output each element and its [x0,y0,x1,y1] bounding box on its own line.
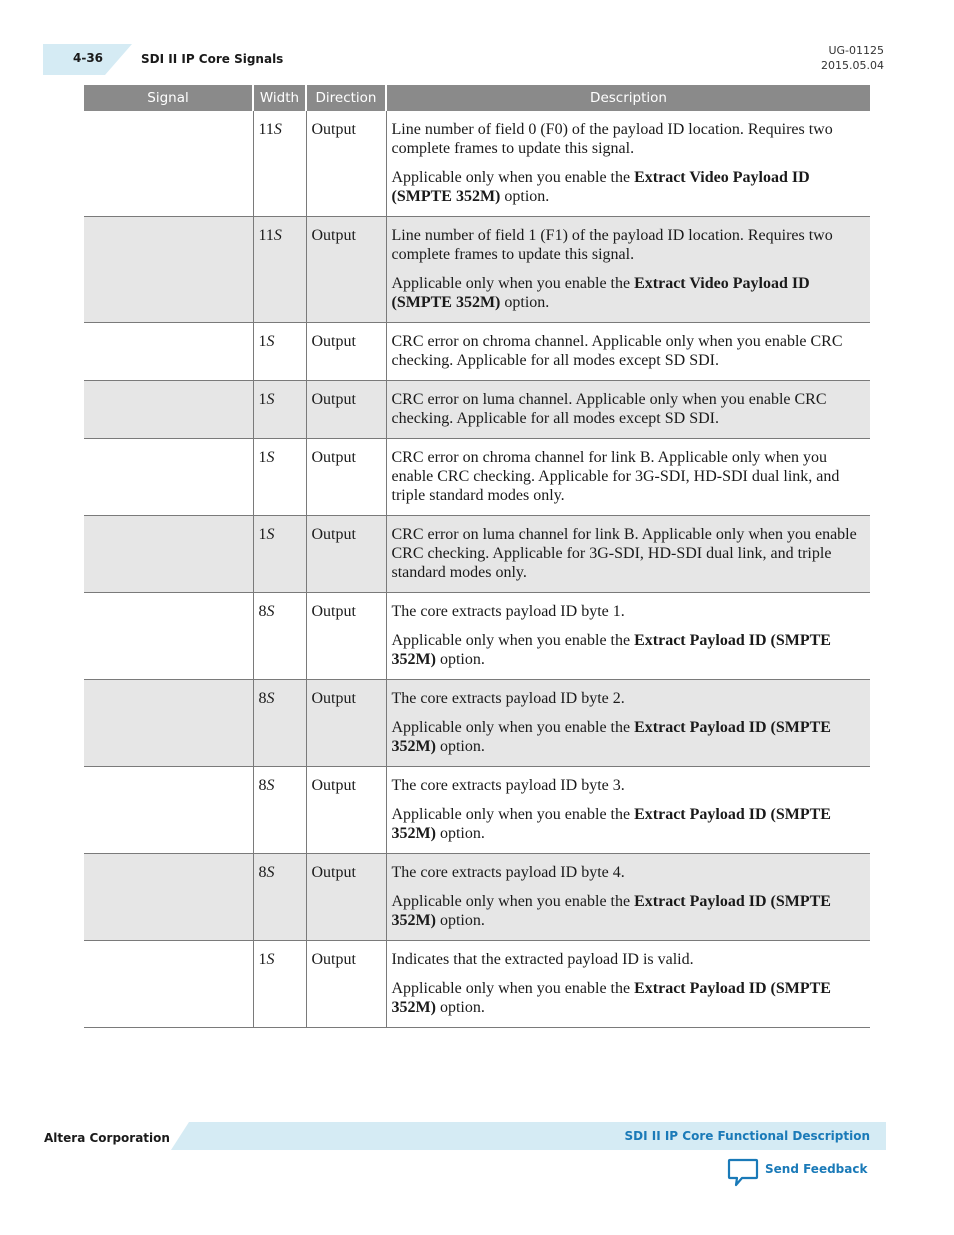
description-text: Line number of field 1 (F1) of the payload ID location. Requires two complete frames to update this signal. [391,227,833,263]
table-row [84,593,870,680]
send-feedback-button[interactable] [727,1158,867,1188]
width-cell [253,323,306,381]
speech-bubble-icon [727,1158,759,1188]
width-value: 11 [258,121,274,138]
width-cell [253,680,306,767]
table-row [84,680,870,767]
note-suffix: option. [500,294,550,311]
width-cell [253,767,306,854]
note-suffix: option. [435,651,485,668]
footer-band-corner [171,1122,189,1150]
width-cell [253,381,306,439]
width-value: 8 [258,603,267,620]
note-suffix: option. [500,188,550,205]
description-text: Line number of field 0 (F0) of the payload ID location. Requires two complete frames to update this signal. [391,121,833,157]
direction-cell: Output [306,593,386,680]
note-prefix: Applicable only when you enable the [391,980,635,997]
description-text: The core extracts payload ID byte 2. [391,690,625,707]
table-row [84,516,870,593]
signal-cell [84,854,253,941]
description-text: CRC error on chroma channel. Applicable only when you enable CRC checking. Applicable for all modes except SD SDI. [391,333,843,369]
description-cell [386,439,870,516]
note-prefix: Applicable only when you enable the [391,632,635,649]
option-name: Extract Payload ID (SMPTE 352M) [391,980,831,1016]
description-note [392,718,866,756]
description-text: CRC error on luma channel for link B. Applicable only when you enable CRC checking. Applicable for 3G-SDI, HD-SDI dual link, and triple standard modes only. [391,526,857,581]
direction-cell: Output [306,680,386,767]
signals-table [84,85,870,1028]
table-row [84,111,870,217]
signal-cell [84,593,253,680]
description-cell [386,217,870,323]
width-cell [253,439,306,516]
width-cell [253,217,306,323]
width-value: 1 [258,951,267,968]
table-row [84,767,870,854]
width-unit: S [266,951,275,968]
width-value: 11 [258,227,274,244]
direction-cell: Output [306,767,386,854]
option-name: Extract Video Payload ID (SMPTE 352M) [391,169,810,205]
description-text: CRC error on chroma channel for link B. Applicable only when you enable CRC checking. Applicable for 3G-SDI, HD-SDI dual link, and triple standard modes only. [391,449,840,504]
send-feedback-label: Send Feedback [765,1162,868,1176]
width-value: 1 [258,526,267,543]
width-unit: S [266,777,275,794]
width-value: 1 [258,333,267,350]
direction-cell: Output [306,439,386,516]
note-prefix: Applicable only when you enable the [391,275,635,292]
note-prefix: Applicable only when you enable the [391,806,635,823]
width-unit: S [266,690,275,707]
section-title: SDI II IP Core Signals [141,52,284,66]
description-cell [386,941,870,1028]
description-text: CRC error on luma channel. Applicable only when you enable CRC checking. Applicable for all modes except SD SDI. [391,391,827,427]
direction-cell: Output [306,941,386,1028]
description-cell [386,593,870,680]
width-value: 8 [258,777,267,794]
width-unit: S [266,864,275,881]
document-date: 2015.05.04 [821,59,884,72]
description-cell [386,516,870,593]
chapter-link[interactable]: SDI II IP Core Functional Description [624,1129,870,1143]
description-cell [386,680,870,767]
note-prefix: Applicable only when you enable the [391,169,635,186]
width-unit: S [273,121,282,138]
description-note [392,979,866,1017]
width-unit: S [266,526,275,543]
width-value: 8 [258,690,267,707]
direction-cell: Output [306,381,386,439]
option-name: Extract Payload ID (SMPTE 352M) [391,632,831,668]
table-body [84,111,870,1028]
width-value: 1 [258,449,267,466]
description-text: The core extracts payload ID byte 1. [391,603,625,620]
description-text: The core extracts payload ID byte 3. [391,777,625,794]
document-info [821,43,884,73]
note-suffix: option. [435,738,485,755]
description-note [392,892,866,930]
direction-cell: Output [306,217,386,323]
width-unit: S [266,603,275,620]
description-cell [386,854,870,941]
column-header-description: Description [386,85,870,111]
description-note [392,631,866,669]
note-suffix: option. [435,999,485,1016]
table-row [84,217,870,323]
note-prefix: Applicable only when you enable the [391,719,635,736]
description-note [392,168,866,206]
table-row [84,439,870,516]
width-unit: S [266,333,275,350]
signal-cell [84,217,253,323]
width-unit: S [266,391,275,408]
description-text: Indicates that the extracted payload ID is valid. [391,951,694,968]
signal-cell [84,381,253,439]
table-row [84,323,870,381]
description-cell [386,767,870,854]
note-prefix: Applicable only when you enable the [391,893,635,910]
width-cell [253,593,306,680]
signal-cell [84,941,253,1028]
document-id: UG-01125 [828,44,884,57]
signal-cell [84,439,253,516]
description-note [392,805,866,843]
option-name: Extract Payload ID (SMPTE 352M) [391,719,831,755]
width-cell [253,854,306,941]
option-name: Extract Payload ID (SMPTE 352M) [391,893,831,929]
description-note [392,274,866,312]
note-suffix: option. [435,825,485,842]
width-cell [253,516,306,593]
description-text: The core extracts payload ID byte 4. [391,864,625,881]
table-header-row [84,85,870,111]
width-value: 1 [258,391,267,408]
page-number-tab-corner [105,44,132,75]
note-suffix: option. [435,912,485,929]
column-header-width: Width [253,85,306,111]
table-row [84,854,870,941]
width-value: 8 [258,864,267,881]
direction-cell: Output [306,111,386,217]
width-cell [253,111,306,217]
table-row [84,381,870,439]
direction-cell: Output [306,516,386,593]
signal-cell [84,767,253,854]
direction-cell: Output [306,854,386,941]
signal-cell [84,516,253,593]
signal-cell [84,323,253,381]
column-header-direction: Direction [306,85,386,111]
page-number: 4-36 [73,51,104,65]
column-header-signal: Signal [84,85,253,111]
description-cell [386,381,870,439]
description-cell [386,323,870,381]
option-name: Extract Payload ID (SMPTE 352M) [391,806,831,842]
company-name: Altera Corporation [44,1131,170,1145]
width-cell [253,941,306,1028]
direction-cell: Output [306,323,386,381]
description-cell [386,111,870,217]
width-unit: S [273,227,282,244]
signal-cell [84,680,253,767]
width-unit: S [266,449,275,466]
table-row [84,941,870,1028]
signal-cell [84,111,253,217]
option-name: Extract Video Payload ID (SMPTE 352M) [391,275,810,311]
